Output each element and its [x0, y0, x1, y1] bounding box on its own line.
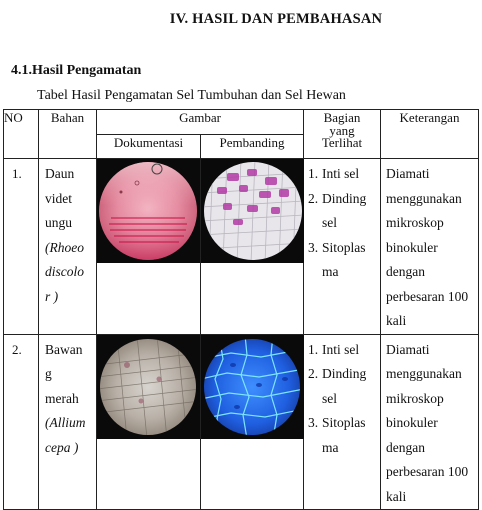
- table-row: [4, 334, 479, 510]
- list-text: Dinding: [322, 366, 367, 381]
- latin-name-line: cepa ): [45, 439, 79, 455]
- list-number: 1.: [308, 341, 319, 357]
- table-caption: Tabel Hasil Pengamatan Sel Tumbuhan dan Sel Hewan: [37, 88, 346, 103]
- keterangan-line: binokuler: [386, 239, 438, 255]
- list-text: Dinding: [322, 190, 367, 206]
- list-text: Inti sel: [322, 166, 360, 181]
- observation-table: [3, 109, 479, 510]
- header-bagian-line1: Bagian: [323, 110, 361, 125]
- list-item: [304, 362, 380, 411]
- table-row: [4, 159, 479, 335]
- list-text: Sitoplas: [322, 239, 366, 255]
- microscope-view-rhoeo-reference: [201, 159, 304, 263]
- header-bagian: [304, 110, 381, 159]
- list-item: [304, 411, 380, 460]
- list-number: 1.: [308, 166, 319, 181]
- keterangan-line: menggunakan: [386, 366, 462, 381]
- list-text: Sitoplas: [322, 415, 366, 430]
- header-bagian-line3: Terlihat: [321, 135, 363, 150]
- latin-name-line: (Allium: [45, 415, 86, 430]
- list-item: [304, 162, 380, 187]
- list-number: 2.: [308, 190, 319, 206]
- header-no: NO: [4, 110, 39, 159]
- keterangan-line: binokuler: [386, 415, 438, 430]
- bahan-line: merah: [45, 390, 79, 406]
- bahan-line: g: [45, 366, 52, 381]
- list-text: Inti sel: [322, 341, 360, 357]
- list-number: 2.: [308, 366, 319, 381]
- header-bahan: Bahan: [39, 110, 97, 159]
- bahan-cell: [39, 334, 97, 510]
- keterangan-line: menggunakan: [386, 190, 462, 206]
- bahan-line: ungu: [45, 215, 72, 230]
- bahan-cell: [39, 159, 97, 335]
- keterangan-line: dengan: [386, 439, 425, 455]
- section-title: 4.1.Hasil Pengamatan: [11, 63, 142, 78]
- bahan-line: Bawan: [45, 341, 83, 357]
- keterangan-line: kali: [386, 488, 407, 504]
- keterangan-line: mikroskop: [386, 215, 444, 230]
- list-item: [304, 187, 380, 236]
- bagian-cell: [304, 334, 381, 510]
- latin-name-line: discolo: [45, 264, 84, 279]
- list-item: [304, 236, 380, 285]
- header-bagian-line2: yang: [329, 123, 355, 138]
- list-number: 3.: [308, 415, 319, 430]
- keterangan-line: perbesaran 100: [386, 464, 469, 479]
- microscope-view-onion-photo: [97, 335, 200, 439]
- keterangan-line: Diamati: [386, 341, 430, 357]
- header-keterangan: Keterangan: [381, 110, 479, 159]
- latin-name-line: r ): [45, 288, 59, 304]
- header-dokumentasi: Dokumentasi: [97, 135, 201, 159]
- row-number: 2.: [4, 334, 39, 510]
- keterangan-cell: [381, 159, 479, 335]
- list-number: 3.: [308, 239, 319, 255]
- keterangan-line: Diamati: [386, 166, 430, 181]
- chapter-title: IV. HASIL DAN PEMBAHASAN: [169, 11, 383, 27]
- list-text: sel: [322, 215, 337, 230]
- microscope-view-onion-reference: [201, 335, 304, 439]
- header-gambar: Gambar: [97, 110, 304, 135]
- list-text: ma: [322, 264, 339, 279]
- bahan-line: Daun: [45, 166, 75, 181]
- list-text: ma: [322, 439, 339, 455]
- bagian-cell: [304, 159, 381, 335]
- microscope-view-rhoeo-photo: [97, 159, 200, 263]
- list-text: sel: [322, 390, 337, 406]
- latin-name-line: (Rhoeo: [45, 239, 84, 255]
- pembanding-cell: [201, 159, 304, 335]
- pembanding-cell: [201, 334, 304, 510]
- keterangan-line: perbesaran 100: [386, 288, 469, 304]
- keterangan-line: dengan: [386, 264, 425, 279]
- header-pembanding: Pembanding: [201, 135, 304, 159]
- dokumentasi-cell: [97, 159, 201, 335]
- row-number: 1.: [4, 159, 39, 335]
- keterangan-cell: [381, 334, 479, 510]
- list-item: [304, 338, 380, 363]
- bahan-line: videt: [45, 190, 72, 206]
- keterangan-line: kali: [386, 313, 407, 328]
- dokumentasi-cell: [97, 334, 201, 510]
- keterangan-line: mikroskop: [386, 390, 444, 406]
